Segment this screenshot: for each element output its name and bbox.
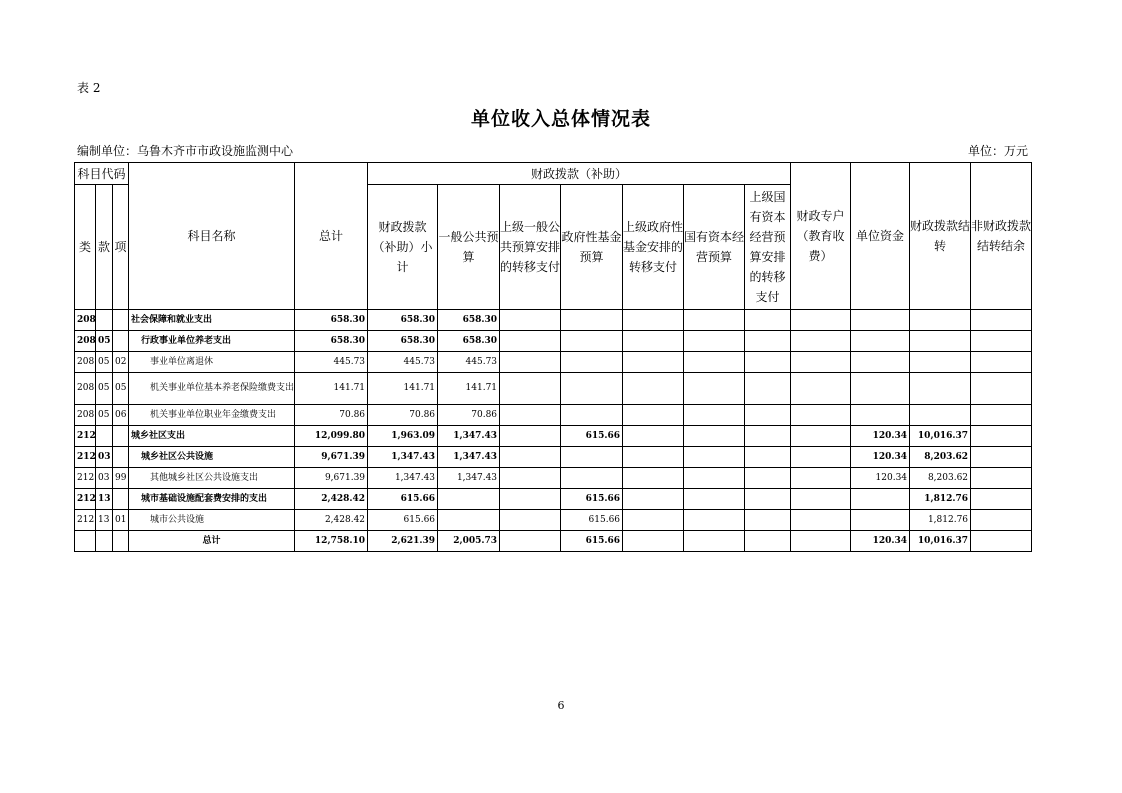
- cell-xiang: 01: [113, 510, 129, 531]
- total-label: 总计: [129, 531, 295, 552]
- cell-lei: 208: [75, 373, 96, 405]
- cell-kuan: [96, 310, 113, 331]
- cell-subject-name: 行政事业单位养老支出: [129, 331, 295, 352]
- cell-unit-funds: [851, 489, 910, 510]
- cell-general-budget: 70.86: [438, 405, 500, 426]
- cell-kuan: 03: [96, 468, 113, 489]
- cell-upper-state-capital-transfer: [745, 331, 791, 352]
- cell-subject-name: 城市公共设施: [129, 510, 295, 531]
- cell-upper-general-transfer: [500, 352, 561, 373]
- header-upper-gov-fund-transfer: 上级政府性基金安排的转移支付: [623, 185, 684, 310]
- cell-kuan: 13: [96, 510, 113, 531]
- cell-total: 658.30: [295, 310, 368, 331]
- cell-general-budget: 445.73: [438, 352, 500, 373]
- cell-fiscal-special: [791, 426, 851, 447]
- cell-total: 658.30: [295, 331, 368, 352]
- cell-xiang: [113, 447, 129, 468]
- cell-fiscal-subtotal: 658.30: [368, 331, 438, 352]
- cell-upper-gov-fund-transfer: [623, 489, 684, 510]
- cell-state-capital-budget: [684, 426, 745, 447]
- cell-fiscal-carryover: [910, 373, 971, 405]
- table-row: [75, 468, 1032, 489]
- header-fiscal-carryover: 财政拨款结转: [910, 163, 971, 310]
- cell-subject-name: 其他城乡社区公共设施支出: [129, 468, 295, 489]
- cell-fiscal-special: [791, 447, 851, 468]
- cell-fiscal-carryover: 8,203.62: [910, 447, 971, 468]
- cell-unit-funds: 120.34: [851, 531, 910, 552]
- cell-upper-general-transfer: [500, 405, 561, 426]
- cell-xiang: [113, 331, 129, 352]
- cell-xiang: 99: [113, 468, 129, 489]
- cell-fiscal-subtotal: 141.71: [368, 373, 438, 405]
- cell-fiscal-carryover: [910, 310, 971, 331]
- cell-fiscal-special: [791, 373, 851, 405]
- cell-upper-gov-fund-transfer: [623, 531, 684, 552]
- cell-upper-gov-fund-transfer: [623, 426, 684, 447]
- header-fiscal-group: 财政拨款（补助）: [368, 163, 791, 185]
- cell-state-capital-budget: [684, 531, 745, 552]
- cell-nonfiscal-carryover: [971, 310, 1032, 331]
- cell-lei: 212: [75, 510, 96, 531]
- cell-gov-fund-budget: [561, 373, 623, 405]
- cell-general-budget: 658.30: [438, 331, 500, 352]
- cell-nonfiscal-carryover: [971, 352, 1032, 373]
- cell-subject-name: 机关事业单位职业年金缴费支出: [129, 405, 295, 426]
- cell-fiscal-subtotal: 615.66: [368, 510, 438, 531]
- table-row: [75, 510, 1032, 531]
- cell-fiscal-carryover: 1,812.76: [910, 489, 971, 510]
- cell-kuan: 05: [96, 331, 113, 352]
- cell-general-budget: 141.71: [438, 373, 500, 405]
- cell-unit-funds: [851, 310, 910, 331]
- cell-upper-general-transfer: [500, 447, 561, 468]
- header-nonfiscal-carryover: 非财政拨款结转结余: [971, 163, 1032, 310]
- cell-state-capital-budget: [684, 447, 745, 468]
- table-header: [75, 163, 1032, 310]
- cell-upper-state-capital-transfer: [745, 426, 791, 447]
- table-row: [75, 373, 1032, 405]
- cell-kuan: 05: [96, 352, 113, 373]
- cell-fiscal-special: [791, 489, 851, 510]
- table-row: [75, 331, 1032, 352]
- cell-unit-funds: 120.34: [851, 447, 910, 468]
- cell-fiscal-carryover: 1,812.76: [910, 510, 971, 531]
- cell-total: 70.86: [295, 405, 368, 426]
- cell-upper-state-capital-transfer: [745, 310, 791, 331]
- cell-upper-state-capital-transfer: [745, 489, 791, 510]
- cell-xiang: 06: [113, 405, 129, 426]
- cell-fiscal-subtotal: 2,621.39: [368, 531, 438, 552]
- cell-state-capital-budget: [684, 373, 745, 405]
- cell-fiscal-carryover: [910, 405, 971, 426]
- cell-upper-gov-fund-transfer: [623, 405, 684, 426]
- cell-general-budget: 1,347.43: [438, 447, 500, 468]
- cell-subject-name: 城乡社区支出: [129, 426, 295, 447]
- cell-unit-funds: [851, 510, 910, 531]
- cell-state-capital-budget: [684, 489, 745, 510]
- cell-total: 12,758.10: [295, 531, 368, 552]
- document-title: 单位收入总体情况表: [470, 108, 651, 130]
- cell-fiscal-special: [791, 468, 851, 489]
- cell-gov-fund-budget: [561, 405, 623, 426]
- header-subject-name: 科目名称: [129, 163, 295, 310]
- cell-nonfiscal-carryover: [971, 373, 1032, 405]
- table-row: [75, 310, 1032, 331]
- income-table: [74, 162, 1032, 552]
- cell-upper-general-transfer: [500, 373, 561, 405]
- cell-kuan: [96, 426, 113, 447]
- cell-gov-fund-budget: 615.66: [561, 510, 623, 531]
- cell-xiang: [113, 426, 129, 447]
- cell-lei: 208: [75, 310, 96, 331]
- header-kuan: 款: [96, 185, 113, 310]
- header-subject-code: 科目代码: [75, 163, 129, 185]
- total-row: [75, 531, 1032, 552]
- cell-general-budget: 2,005.73: [438, 531, 500, 552]
- cell-gov-fund-budget: 615.66: [561, 531, 623, 552]
- cell-subject-name: 城市基础设施配套费安排的支出: [129, 489, 295, 510]
- cell-total: 2,428.42: [295, 489, 368, 510]
- header-xiang: 项: [113, 185, 129, 310]
- table-row: [75, 352, 1032, 373]
- cell-total: 9,671.39: [295, 468, 368, 489]
- cell-upper-gov-fund-transfer: [623, 352, 684, 373]
- cell-lei: 208: [75, 352, 96, 373]
- cell-fiscal-subtotal: 1,347.43: [368, 447, 438, 468]
- cell-subject-name: 机关事业单位基本养老保险缴费支出: [129, 373, 295, 405]
- cell-unit-funds: [851, 405, 910, 426]
- cell-total: 12,099.80: [295, 426, 368, 447]
- cell-upper-state-capital-transfer: [745, 405, 791, 426]
- cell-fiscal-special: [791, 310, 851, 331]
- cell-unit-funds: 120.34: [851, 468, 910, 489]
- cell-fiscal-subtotal: 658.30: [368, 310, 438, 331]
- cell-fiscal-carryover: [910, 352, 971, 373]
- cell-upper-general-transfer: [500, 489, 561, 510]
- cell-unit-funds: [851, 352, 910, 373]
- header-fiscal-special: 财政专户（教育收费）: [791, 163, 851, 310]
- cell-lei: [75, 531, 96, 552]
- page-number: 6: [557, 699, 565, 712]
- cell-unit-funds: [851, 373, 910, 405]
- cell-kuan: 03: [96, 447, 113, 468]
- cell-upper-state-capital-transfer: [745, 447, 791, 468]
- cell-nonfiscal-carryover: [971, 447, 1032, 468]
- cell-nonfiscal-carryover: [971, 405, 1032, 426]
- cell-xiang: 05: [113, 373, 129, 405]
- cell-total: 141.71: [295, 373, 368, 405]
- table-row: [75, 447, 1032, 468]
- cell-upper-general-transfer: [500, 531, 561, 552]
- header-state-capital-budget: 国有资本经营预算: [684, 185, 745, 310]
- cell-total: 9,671.39: [295, 447, 368, 468]
- header-upper-general-transfer: 上级一般公共预算安排的转移支付: [500, 185, 561, 310]
- cell-subject-name: 社会保障和就业支出: [129, 310, 295, 331]
- cell-fiscal-subtotal: 615.66: [368, 489, 438, 510]
- cell-fiscal-special: [791, 352, 851, 373]
- cell-upper-state-capital-transfer: [745, 531, 791, 552]
- compiling-unit: 编制单位：乌鲁木齐市市政设施监测中心: [77, 144, 294, 158]
- cell-unit-funds: 120.34: [851, 426, 910, 447]
- cell-fiscal-carryover: 10,016.37: [910, 531, 971, 552]
- cell-xiang: [113, 310, 129, 331]
- cell-nonfiscal-carryover: [971, 531, 1032, 552]
- cell-fiscal-subtotal: 445.73: [368, 352, 438, 373]
- cell-lei: 208: [75, 405, 96, 426]
- cell-general-budget: [438, 489, 500, 510]
- cell-fiscal-carryover: 10,016.37: [910, 426, 971, 447]
- table-row: [75, 405, 1032, 426]
- table-body: [75, 310, 1032, 552]
- cell-gov-fund-budget: [561, 331, 623, 352]
- cell-fiscal-special: [791, 510, 851, 531]
- cell-lei: 212: [75, 447, 96, 468]
- cell-upper-state-capital-transfer: [745, 468, 791, 489]
- cell-gov-fund-budget: 615.66: [561, 489, 623, 510]
- cell-general-budget: 1,347.43: [438, 426, 500, 447]
- cell-general-budget: [438, 510, 500, 531]
- cell-upper-state-capital-transfer: [745, 373, 791, 405]
- cell-gov-fund-budget: [561, 352, 623, 373]
- cell-state-capital-budget: [684, 468, 745, 489]
- cell-upper-gov-fund-transfer: [623, 331, 684, 352]
- table-number-label: 表 2: [77, 81, 101, 95]
- cell-upper-general-transfer: [500, 468, 561, 489]
- cell-kuan: 13: [96, 489, 113, 510]
- cell-nonfiscal-carryover: [971, 489, 1032, 510]
- cell-kuan: 05: [96, 373, 113, 405]
- cell-fiscal-carryover: [910, 331, 971, 352]
- cell-gov-fund-budget: [561, 310, 623, 331]
- cell-upper-gov-fund-transfer: [623, 310, 684, 331]
- cell-state-capital-budget: [684, 510, 745, 531]
- cell-subject-name: 城乡社区公共设施: [129, 447, 295, 468]
- header-gov-fund-budget: 政府性基金预算: [561, 185, 623, 310]
- cell-upper-gov-fund-transfer: [623, 468, 684, 489]
- cell-gov-fund-budget: [561, 447, 623, 468]
- cell-state-capital-budget: [684, 331, 745, 352]
- cell-fiscal-subtotal: 1,963.09: [368, 426, 438, 447]
- currency-unit: 单位：万元: [967, 144, 1028, 158]
- cell-nonfiscal-carryover: [971, 331, 1032, 352]
- header-general-budget: 一般公共预算: [438, 185, 500, 310]
- cell-state-capital-budget: [684, 405, 745, 426]
- cell-upper-general-transfer: [500, 426, 561, 447]
- cell-kuan: 05: [96, 405, 113, 426]
- cell-fiscal-subtotal: 1,347.43: [368, 468, 438, 489]
- cell-upper-general-transfer: [500, 331, 561, 352]
- cell-nonfiscal-carryover: [971, 468, 1032, 489]
- header-fiscal-subtotal: 财政拨款（补助）小计: [368, 185, 438, 310]
- cell-upper-general-transfer: [500, 510, 561, 531]
- cell-fiscal-special: [791, 331, 851, 352]
- cell-general-budget: 658.30: [438, 310, 500, 331]
- cell-state-capital-budget: [684, 352, 745, 373]
- cell-lei: 208: [75, 331, 96, 352]
- cell-nonfiscal-carryover: [971, 426, 1032, 447]
- cell-upper-gov-fund-transfer: [623, 373, 684, 405]
- cell-subject-name: 事业单位离退休: [129, 352, 295, 373]
- cell-fiscal-subtotal: 70.86: [368, 405, 438, 426]
- cell-gov-fund-budget: 615.66: [561, 426, 623, 447]
- cell-upper-state-capital-transfer: [745, 510, 791, 531]
- table-row: [75, 426, 1032, 447]
- cell-fiscal-special: [791, 531, 851, 552]
- cell-xiang: 02: [113, 352, 129, 373]
- cell-total: 2,428.42: [295, 510, 368, 531]
- cell-lei: 212: [75, 468, 96, 489]
- cell-state-capital-budget: [684, 310, 745, 331]
- cell-fiscal-carryover: 8,203.62: [910, 468, 971, 489]
- header-lei: 类: [75, 185, 96, 310]
- cell-upper-gov-fund-transfer: [623, 447, 684, 468]
- cell-total: 445.73: [295, 352, 368, 373]
- header-upper-state-capital-transfer: 上级国有资本经营预算安排的转移支付: [745, 185, 791, 310]
- cell-nonfiscal-carryover: [971, 510, 1032, 531]
- cell-unit-funds: [851, 331, 910, 352]
- table-row: [75, 489, 1032, 510]
- cell-upper-general-transfer: [500, 310, 561, 331]
- cell-kuan: [96, 531, 113, 552]
- header-total: 总计: [295, 163, 368, 310]
- cell-general-budget: 1,347.43: [438, 468, 500, 489]
- cell-upper-state-capital-transfer: [745, 352, 791, 373]
- cell-xiang: [113, 531, 129, 552]
- cell-xiang: [113, 489, 129, 510]
- cell-lei: 212: [75, 489, 96, 510]
- cell-fiscal-special: [791, 405, 851, 426]
- cell-upper-gov-fund-transfer: [623, 510, 684, 531]
- header-unit-funds: 单位资金: [851, 163, 910, 310]
- cell-gov-fund-budget: [561, 468, 623, 489]
- cell-lei: 212: [75, 426, 96, 447]
